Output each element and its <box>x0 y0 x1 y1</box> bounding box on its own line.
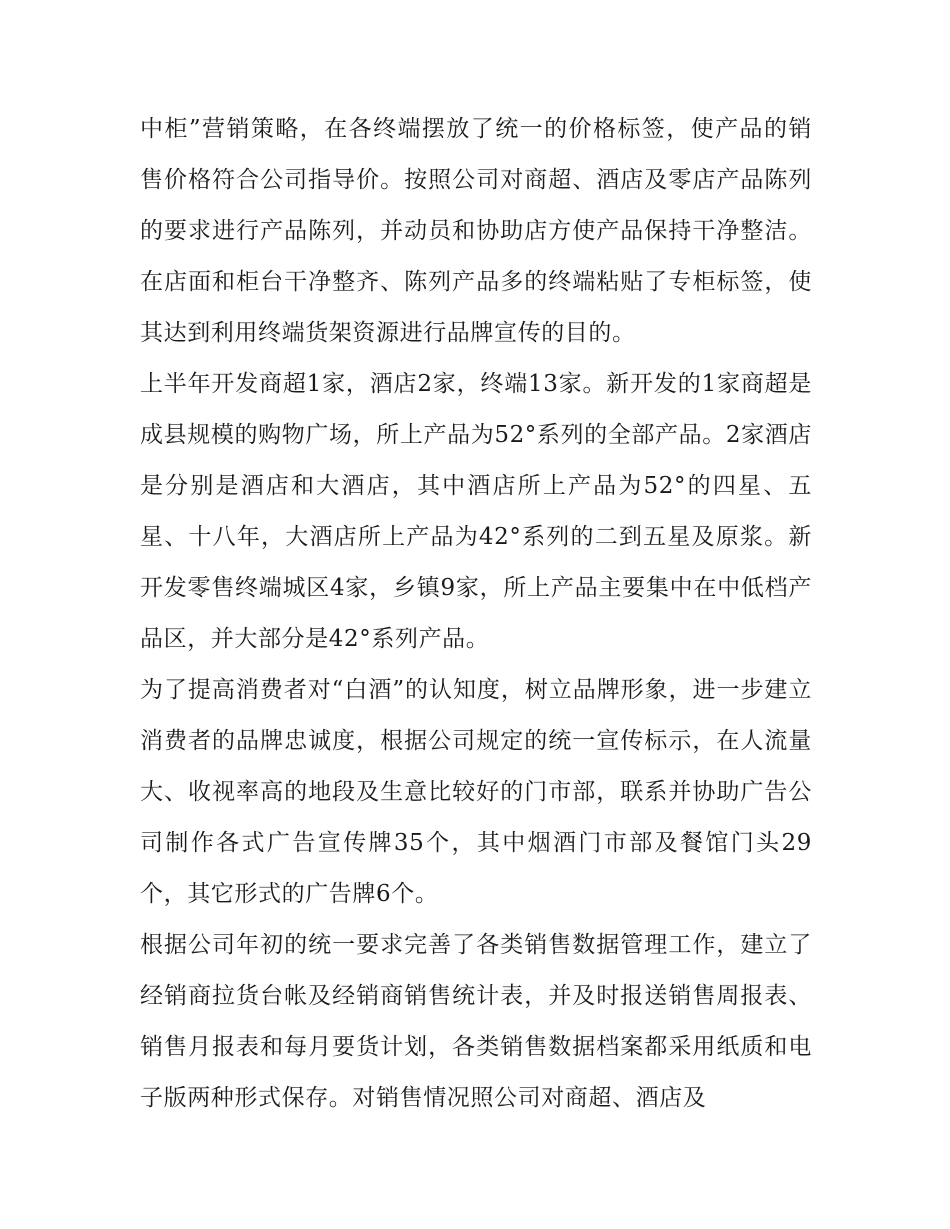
paragraph-brand-promotion: 为了提高消费者对“白酒”的认知度，树立品牌形象，进一步建立消费者的品牌忠诚度，根据公司规定的统一宣传标示，在人流量大、收视率高的地段及生意比较好的门市部，联系并协助广告公司制作各式广告宣传牌35个，其中烟酒门市部及餐馆门头29个，其它形式的广告牌6个。 <box>140 677 812 907</box>
paragraph-new-outlets: 上半年开发商超1家，酒店2家，终端13家。新开发的1家商超是成县规模的购物广场，所上产品为52°系列的全部产品。2家酒店是分别是酒店和大酒店，其中酒店所上产品为52°的四星、五星、十八年，大酒店所上产品为42°系列的二到五星及原浆。新开发零售终端城区4家，乡镇9家，所上产品主要集中在中低档产品区，并大部分是42°系列产品。 <box>140 371 812 652</box>
paragraph-display-strategy: 中柜”营销策略，在各终端摆放了统一的价格标签，使产品的销售价格符合公司指导价。按照公司对商超、酒店及零店产品陈列的要求进行产品陈列，并动员和协助店方使产品保持干净整洁。在店面和柜台干净整齐、陈列产品多的终端粘贴了专柜标签，使其达到利用终端货架资源进行品牌宣传的目的。 <box>140 116 812 346</box>
paragraph-sales-data-management: 根据公司年初的统一要求完善了各类销售数据管理工作，建立了经销商拉货台帐及经销商销售统计表，并及时报送销售周报表、销售月报表和每月要货计划，各类销售数据档案都采用纸质和电子版两种形式保存。对销售情况照公司对商超、酒店及 <box>140 932 812 1111</box>
document-body <box>140 104 812 1124</box>
